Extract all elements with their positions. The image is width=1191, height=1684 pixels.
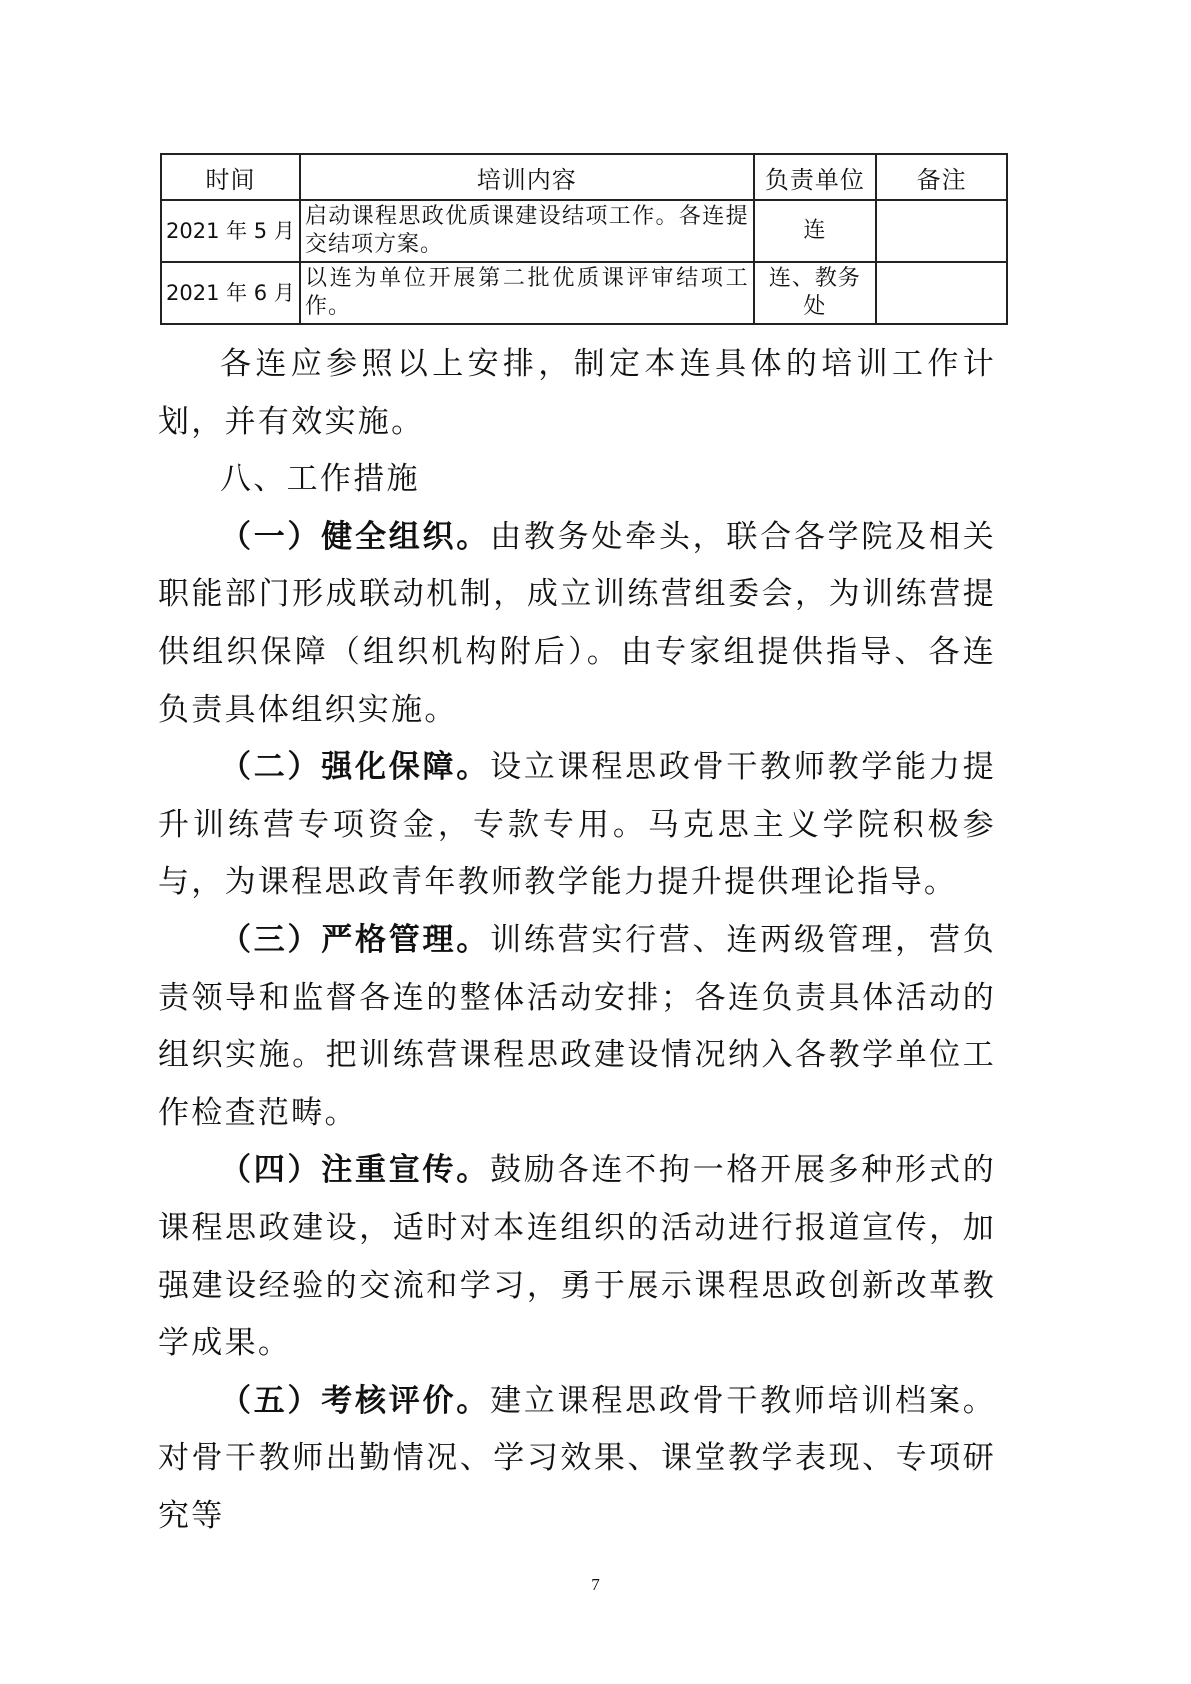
cell-time: 2021 年 5 月: [161, 200, 300, 262]
header-time: 时间: [161, 154, 300, 200]
measure-text: 由教务处牵头，联合各学院及相关职能部门形成联动机制，成立训练营组委会，为训练营提供组织保障（组织机构附后）。由专家组提供指导、各连负责具体组织实施。: [158, 518, 996, 728]
measure-paragraph: [158, 739, 996, 912]
measure-paragraph: [158, 1142, 996, 1372]
measure-text: 训练营实行营、连两级管理，营负责领导和监督各连的整体活动安排；各连负责具体活动的组织实施。把训练营课程思政建设情况纳入各教学单位工作检查范畴。: [158, 921, 996, 1131]
measure-text: 鼓励各连不拘一格开展多种形式的课程思政建设，适时对本连组织的活动进行报道宣传，加强建设经验的交流和学习，勇于展示课程思政创新改革教学成果。: [158, 1152, 996, 1362]
cell-content: 以连为单位开展第二批优质课评审结项工作。: [300, 262, 754, 324]
measure-paragraph: [158, 509, 996, 739]
measure-title: （四）注重宣传。: [220, 1152, 491, 1189]
page-number: 7: [591, 1575, 600, 1594]
cell-content: 启动课程思政优质课建设结项工作。各连提交结项方案。: [300, 200, 754, 262]
table-row: [161, 200, 1007, 262]
body-text: [158, 336, 996, 1545]
training-schedule-table: [160, 153, 1008, 325]
cell-time: 2021 年 6 月: [161, 262, 300, 324]
measure-title: （五）考核评价。: [220, 1382, 491, 1419]
measure-title: （二）强化保障。: [220, 749, 491, 786]
intro-paragraph: 各连应参照以上安排，制定本连具体的培训工作计划，并有效实施。: [158, 346, 996, 440]
cell-unit: 连、教务处: [754, 262, 877, 324]
cell-unit: 连: [754, 200, 877, 262]
measure-title: （三）严格管理。: [220, 921, 491, 958]
cell-note: [876, 200, 1007, 262]
header-content: 培训内容: [300, 154, 754, 200]
header-unit: 负责单位: [754, 154, 877, 200]
cell-note: [876, 262, 1007, 324]
measure-text: 设立课程思政骨干教师教学能力提升训练营专项资金，专款专用。马克思主义学院积极参与，为课程思政青年教师教学能力提升提供理论指导。: [158, 749, 996, 901]
section-heading: 八、工作措施: [220, 461, 420, 498]
measure-title: （一）健全组织。: [220, 518, 491, 555]
measure-text: 建立课程思政骨干教师培训档案。对骨干教师出勤情况、学习效果、课堂教学表现、专项研究等: [158, 1382, 996, 1534]
measure-paragraph: [158, 1373, 996, 1546]
table-row: [161, 262, 1007, 324]
measure-paragraph: [158, 912, 996, 1142]
header-note: 备注: [876, 154, 1007, 200]
table-header-row: [161, 154, 1007, 200]
